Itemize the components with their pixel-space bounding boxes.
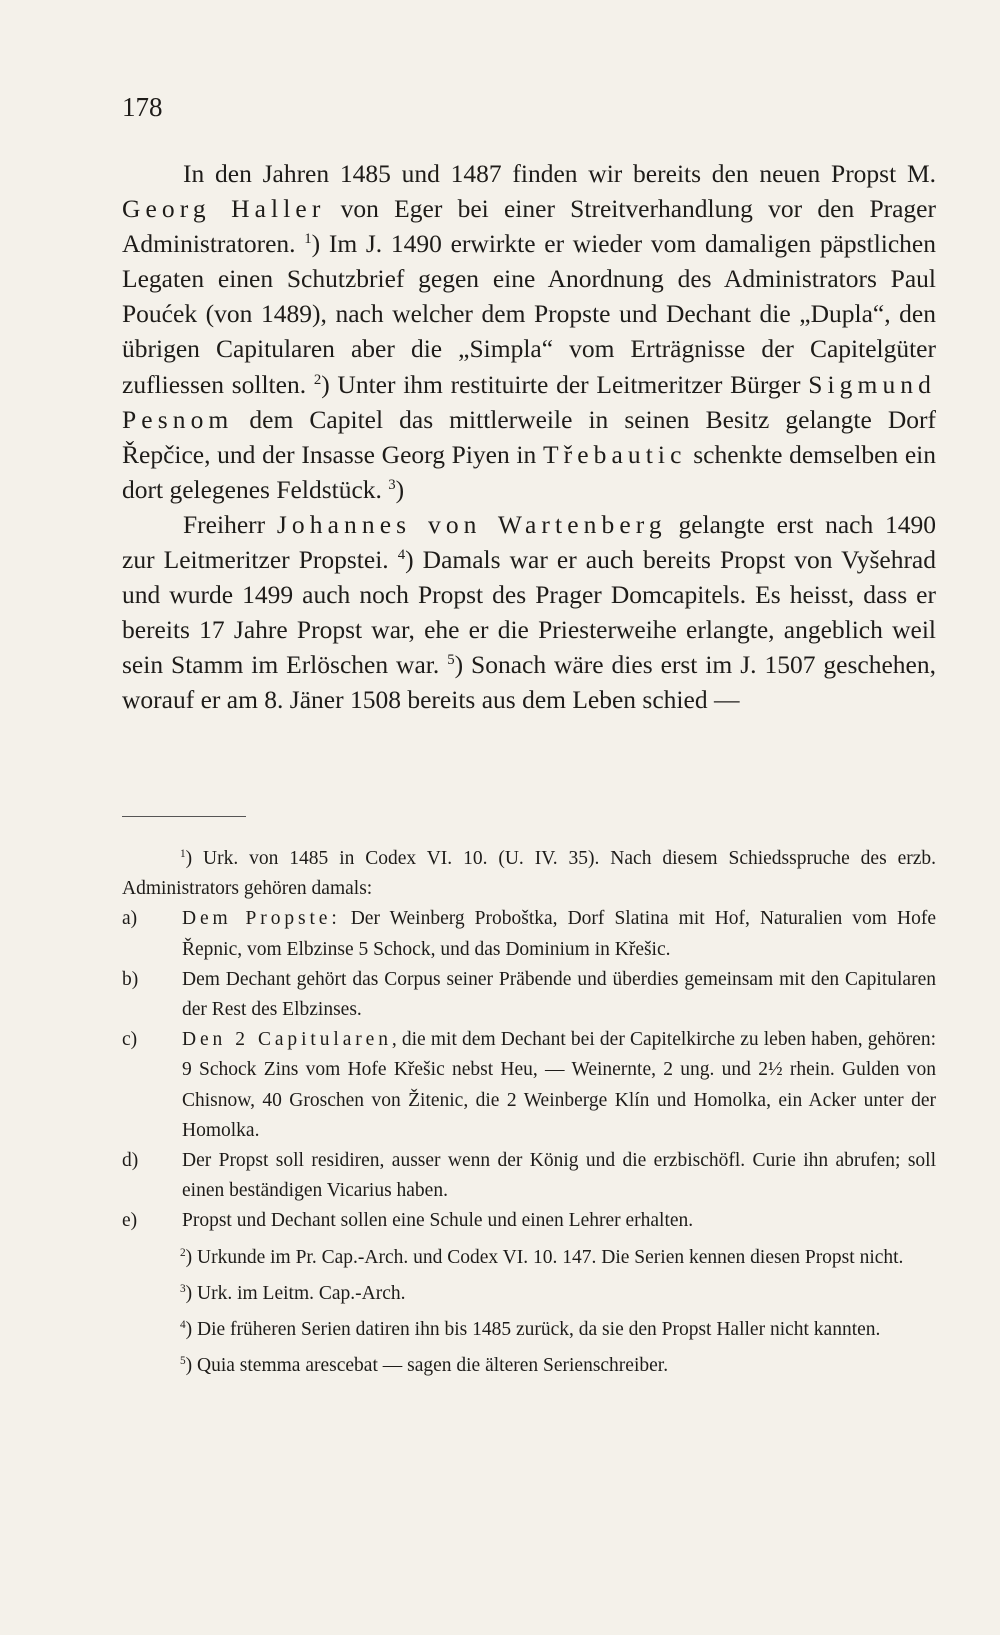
footnote-ref[interactable]: 2: [313, 371, 322, 388]
footnote-mark: 4: [180, 1319, 186, 1332]
text-run: ) Unter ihm restituirte der Leitmeritzer Bürger: [321, 369, 809, 399]
footnote-text: ) Quia stemma arescebat — sagen die älteren Serienschreiber.: [185, 1355, 669, 1377]
list-label: c): [122, 1029, 138, 1051]
footnote-4: [122, 1315, 936, 1345]
text-run: Freiherr: [183, 509, 277, 539]
spaced-name: Georg Haller: [122, 194, 326, 224]
text-run: ): [395, 474, 405, 504]
footnote-ref[interactable]: 5: [447, 652, 455, 669]
text-run: schenkte demselben ein dort gelegenes Feldstück.: [122, 439, 936, 504]
text-run: ) Im J. 1490 erwirkte er wieder vom damaligen päpstlichen Legaten einen Schutzbrief gegen eine Anordnung des Administrators Paul Poućek (von 1489), nach welcher dem Propste und Dechant die „Dupla“, den übrigen Capitularen aber die „Simpla“ vom Erträgnisse der Capitelgüter zufliessen sollten.: [122, 229, 936, 399]
footnote-ref[interactable]: 4: [397, 547, 406, 564]
list-text: Dem Dechant gehört das Corpus seiner Präbende und überdies gemeinsam mit den Capitularen der Rest des Elbzinses.: [182, 968, 936, 1021]
text-run: In den Jahren 1485 und 1487 finden wir bereits den neuen Propst M.: [183, 159, 936, 188]
footnote-text: ) Die früheren Serien datiren ihn bis 1485 zurück, da sie den Propst Haller nicht kannten.: [185, 1319, 881, 1341]
list-label: a): [122, 908, 138, 930]
footnote-list-item: [122, 1025, 936, 1146]
footnote-ref[interactable]: 3: [388, 476, 396, 493]
list-label: b): [122, 968, 139, 990]
page-number: 178: [122, 92, 163, 122]
paragraph-2: [122, 507, 936, 718]
footnote-3: [122, 1279, 936, 1309]
spaced-term: Dem Propste:: [182, 908, 341, 930]
footnotes: [122, 844, 936, 1381]
footnote-list-item: [122, 1146, 936, 1206]
text-run: ) Damals war er auch bereits Propst von Vyšehrad und wurde 1499 auch noch Propst des Prager Domcapitels. Es heisst, dass er bereits 17 Jahre Propst war, ehe er die Priesterweihe erlangte, angeblich weil sein Stamm im Erlöschen war.: [122, 545, 936, 680]
list-label: d): [122, 1150, 139, 1172]
spaced-name: Sigmund Pesnom: [122, 369, 936, 434]
footnote-list-item: [122, 904, 936, 964]
list-text: , die mit dem Dechant bei der Capitelkirche zu leben haben, gehören: 9 Schock Zins vom Hofe Křešic nebst Heu, — Weinernte, 2 ung. und 2½ rhein. Gulden von Chisnow, 40 Groschen von Žitenic, die 2 Weinberge Klín und Homolka, ein Acker unter der Homolka.: [182, 1029, 936, 1141]
footnote-text: ) Urk. von 1485 in Codex VI. 10. (U. IV. 35). Nach diesem Schiedsspruche des erzb. Administrators gehören damals:: [122, 848, 936, 900]
text-run: dem Capitel das mittlerweile in seinen Besitz gelangte Dorf Řepčice, und der Insasse Georg Piyen in: [122, 404, 936, 469]
footnote-list-item: [122, 965, 936, 1025]
spaced-term: Den 2 Capitularen: [182, 1029, 392, 1051]
footnote-text: ) Urkunde im Pr. Cap.-Arch. und Codex VI. 10. 147. Die Serien kennen diesen Propst nicht.: [185, 1246, 904, 1268]
list-text: Der Propst soll residiren, ausser wenn der König und die erzbischöfl. Curie ihn abrufen; soll einen beständigen Vicarius haben.: [182, 1150, 936, 1202]
footnote-mark: 2: [180, 1246, 186, 1259]
list-text: Der Weinberg Proboštka, Dorf Slatina mit Hof, Naturalien vom Hofe Řepnic, vom Elbzinse 5 Schock, und das Dominium in Křešic.: [182, 908, 936, 960]
text-run: gelangte erst nach 1490 zur Leitmeritzer Propstei.: [122, 509, 936, 575]
spaced-name: Johannes von Wartenberg: [276, 509, 667, 539]
list-text: Propst und Dechant sollen eine Schule und einen Lehrer erhalten.: [182, 1210, 694, 1232]
footnote-1: [122, 844, 936, 904]
footnote-text: ) Urk. im Leitm. Cap.-Arch.: [185, 1282, 406, 1304]
text-run: ) Sonach wäre dies erst im J. 1507 geschehen, worauf er am 8. Jäner 1508 bereits aus dem Leben schied —: [122, 650, 936, 715]
footnote-5: [122, 1351, 936, 1381]
footnote-mark: 1: [180, 848, 186, 861]
paragraph-1: [122, 156, 936, 507]
footnote-2: [122, 1243, 936, 1273]
footnote-divider: [122, 816, 246, 817]
footnote-list-item: [122, 1206, 936, 1236]
footnote-mark: 3: [180, 1283, 186, 1296]
main-text: [122, 156, 936, 718]
spaced-name: Třebautic: [542, 439, 687, 469]
text-run: von Eger bei einer Streitverhandlung vor den Prager Administratoren.: [122, 194, 936, 259]
list-label: e): [122, 1210, 138, 1232]
footnote-ref[interactable]: 1: [304, 231, 312, 248]
footnote-mark: 5: [180, 1355, 186, 1368]
